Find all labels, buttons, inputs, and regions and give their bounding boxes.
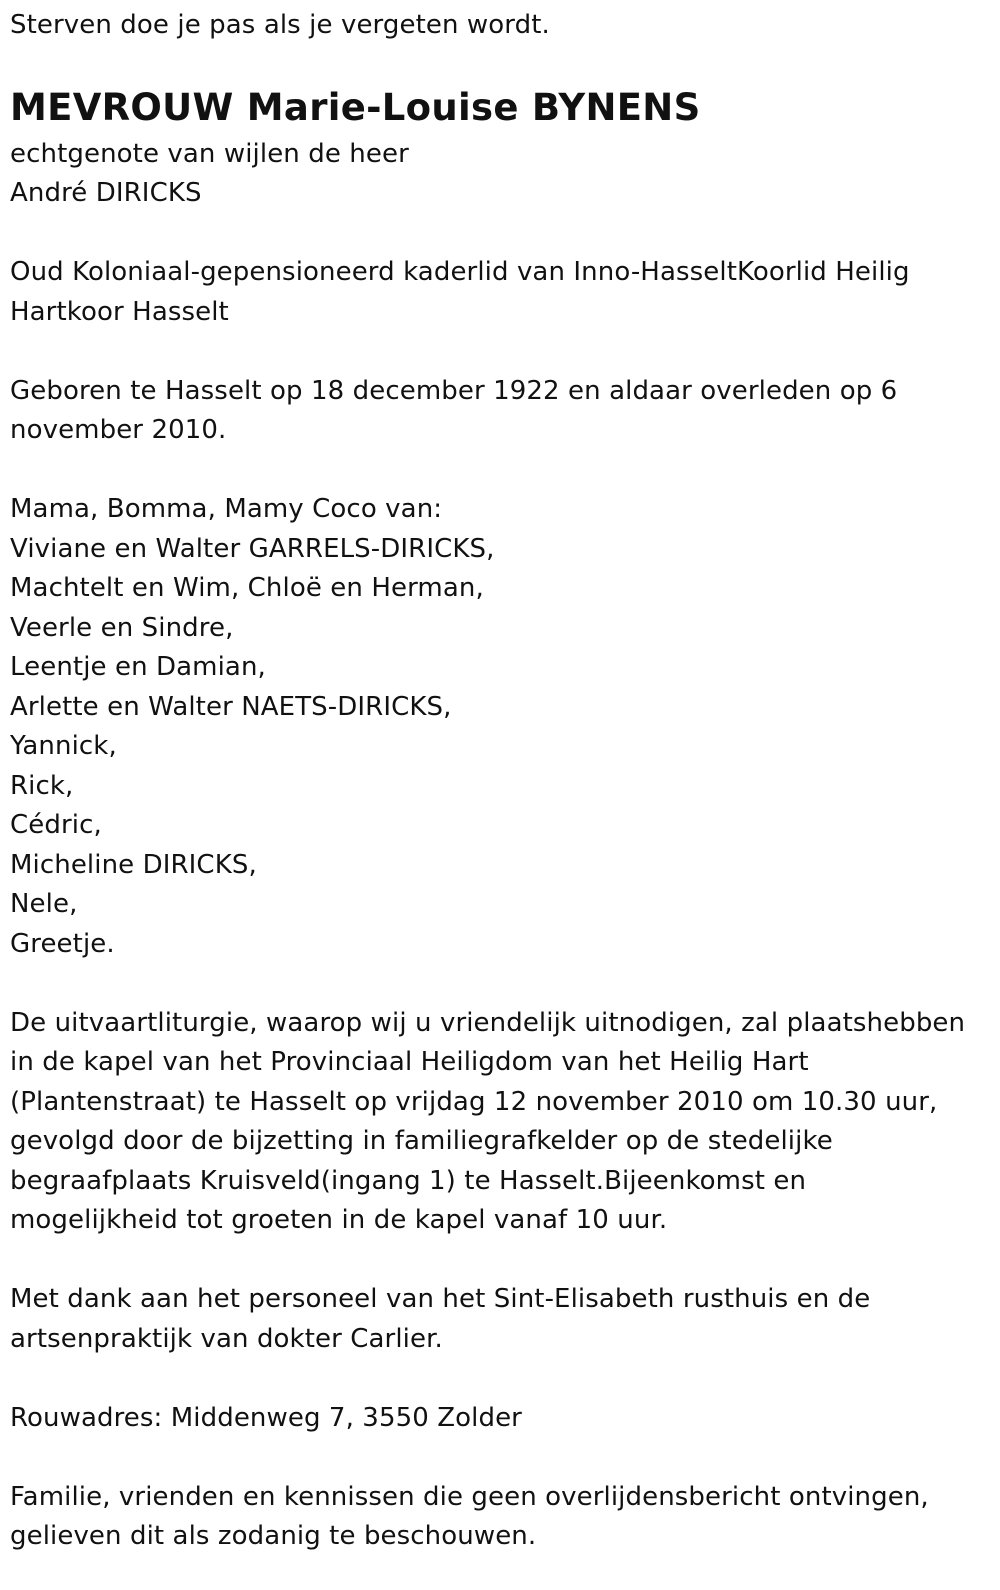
spouse-line-2: André DIRICKS <box>10 178 202 208</box>
family-member: Yannick, <box>10 731 117 761</box>
family-member: Rick, <box>10 770 74 801</box>
occupation-line-1: Oud Koloniaal-gepensioneerd kaderlid van Inno-HasseltKoorlid Heilig <box>10 257 910 287</box>
birth-death-line-2: november 2010. <box>10 415 227 445</box>
obituary-notice <box>10 6 985 1557</box>
funeral-line: in de kapel van het Provinciaal Heiligdom van het Heilig Hart <box>10 1047 809 1077</box>
spacer <box>10 964 985 1004</box>
family-member: Micheline DIRICKS, <box>10 849 257 880</box>
family-member: Veerle en Sindre, <box>10 612 234 643</box>
mourning-address: Rouwadres: Middenweg 7, 3550 Zolder <box>10 1402 522 1433</box>
family-member: Leentje en Damian, <box>10 652 266 682</box>
motto: Sterven doe je pas als je vergeten wordt. <box>10 10 550 40</box>
spacer <box>10 332 985 372</box>
closing-line-1: Familie, vrienden en kennissen die geen overlijdensbericht ontvingen, <box>10 1481 929 1512</box>
family-list <box>10 490 985 964</box>
occupation-line-2: Hartkoor Hasselt <box>10 296 229 327</box>
spacer <box>10 1359 985 1399</box>
thanks-line-1: Met dank aan het personeel van het Sint-Elisabeth rusthuis en de <box>10 1284 871 1314</box>
spacer <box>10 214 985 254</box>
family-member: Arlette en Walter NAETS-DIRICKS, <box>10 691 452 722</box>
funeral-line: begraafplaats Kruisveld(ingang 1) te Hasselt.Bijeenkomst en <box>10 1165 807 1196</box>
funeral-line: mogelijkheid tot groeten in de kapel vanaf 10 uur. <box>10 1205 668 1235</box>
closing-line-2: gelieven dit als zodanig te beschouwen. <box>10 1521 537 1551</box>
family-member: Machtelt en Wim, Chloë en Herman, <box>10 573 484 603</box>
spacer <box>10 1438 985 1478</box>
funeral-line: gevolgd door de bijzetting in familiegrafkelder op de stedelijke <box>10 1126 833 1156</box>
family-member: Viviane en Walter GARRELS-DIRICKS, <box>10 533 495 564</box>
birth-death-line-1: Geboren te Hasselt op 18 december 1922 en aldaar overleden op 6 <box>10 375 898 406</box>
funeral-line: (Plantenstraat) te Hasselt op vrijdag 12 november 2010 om 10.30 uur, <box>10 1086 938 1117</box>
family-intro: Mama, Bomma, Mamy Coco van: <box>10 494 443 524</box>
spacer <box>10 1241 985 1281</box>
deceased-name: MEVROUW Marie-Louise BYNENS <box>10 85 701 129</box>
spouse-line-1: echtgenote van wijlen de heer <box>10 138 409 169</box>
spacer <box>10 451 985 491</box>
family-member: Greetje. <box>10 928 115 959</box>
funeral-line: De uitvaartliturgie, waarop wij u vriendelijk uitnodigen, zal plaatshebben <box>10 1007 966 1038</box>
family-member: Nele, <box>10 889 78 919</box>
funeral-details <box>10 1004 985 1241</box>
family-member: Cédric, <box>10 810 102 840</box>
thanks-line-2: artsenpraktijk van dokter Carlier. <box>10 1323 443 1354</box>
